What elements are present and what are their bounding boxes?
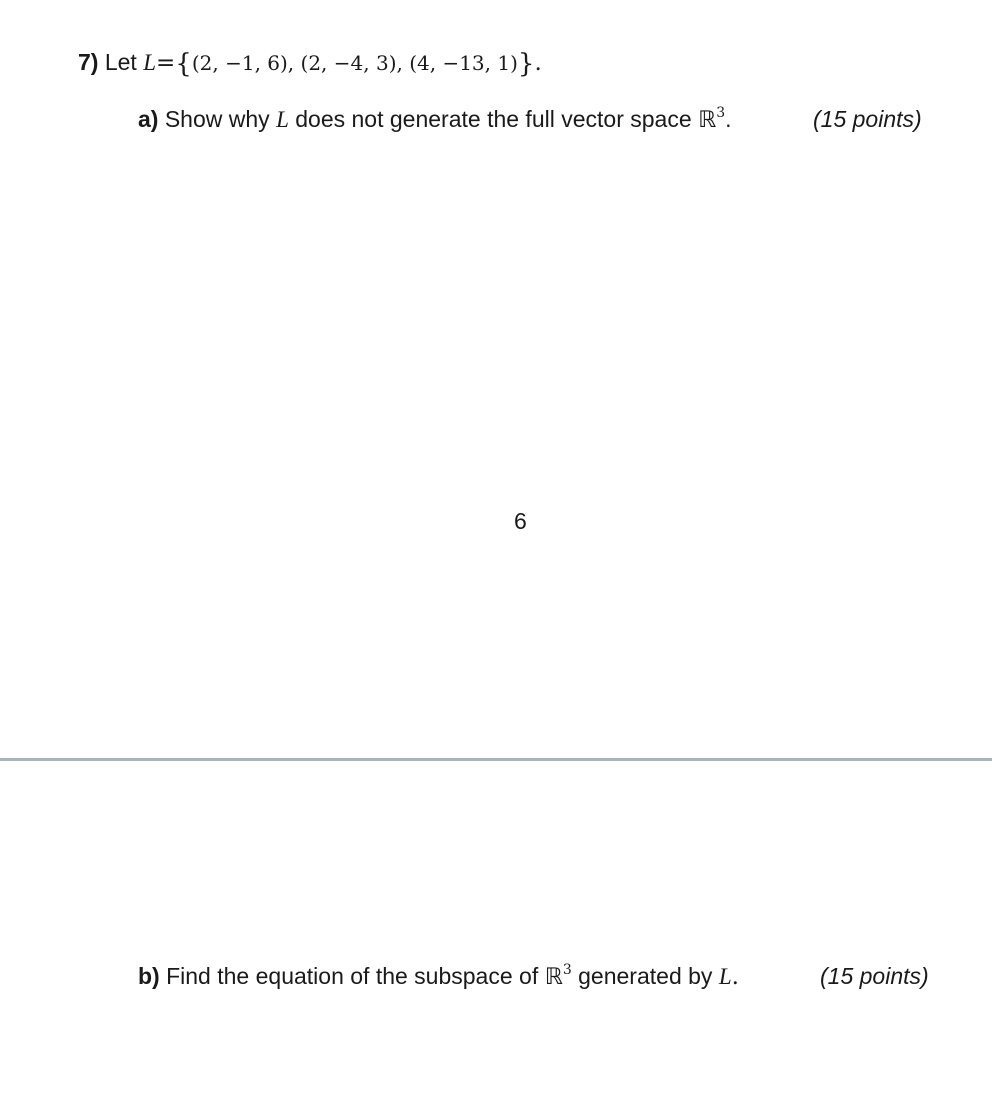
question-intro: Let <box>104 49 137 75</box>
part-a-real-space-symbol: ℝ <box>698 107 717 133</box>
part-b-prompt <box>138 962 739 991</box>
equals-sign: = <box>156 50 176 76</box>
part-b-points: (15 points) <box>820 963 929 989</box>
part-a-prompt <box>138 105 732 134</box>
part-a-label: a) <box>138 106 159 132</box>
set-variable: L <box>143 50 157 75</box>
question-number: 7) <box>78 49 99 75</box>
part-b-set-variable: L <box>718 964 732 989</box>
part-b-exponent: 3 <box>562 962 572 979</box>
part-a-exponent: 3 <box>716 105 726 122</box>
part-b-text-after: generated by <box>578 963 713 989</box>
close-brace: } <box>517 49 535 79</box>
page-number: 6 <box>514 508 527 534</box>
statement-period: . <box>534 50 542 76</box>
page-divider <box>0 758 992 761</box>
part-b-period: . <box>731 964 739 990</box>
part-b-label: b) <box>138 963 160 989</box>
part-b-real-space-symbol: ℝ <box>544 964 563 990</box>
part-b-text-before: Find the equation of the subspace of <box>166 963 539 989</box>
part-a-set-variable: L <box>276 107 289 132</box>
question-7-statement <box>78 48 542 77</box>
part-a-text-after: does not generate the full vector space <box>295 106 692 132</box>
part-a-points: (15 points) <box>813 106 922 132</box>
part-a-period: . <box>725 106 732 132</box>
open-brace: { <box>175 49 192 79</box>
part-a-text-before: Show why <box>164 106 270 132</box>
vector-list: (2, −1, 6), (2, −4, 3), (4, −13, 1) <box>191 51 518 75</box>
